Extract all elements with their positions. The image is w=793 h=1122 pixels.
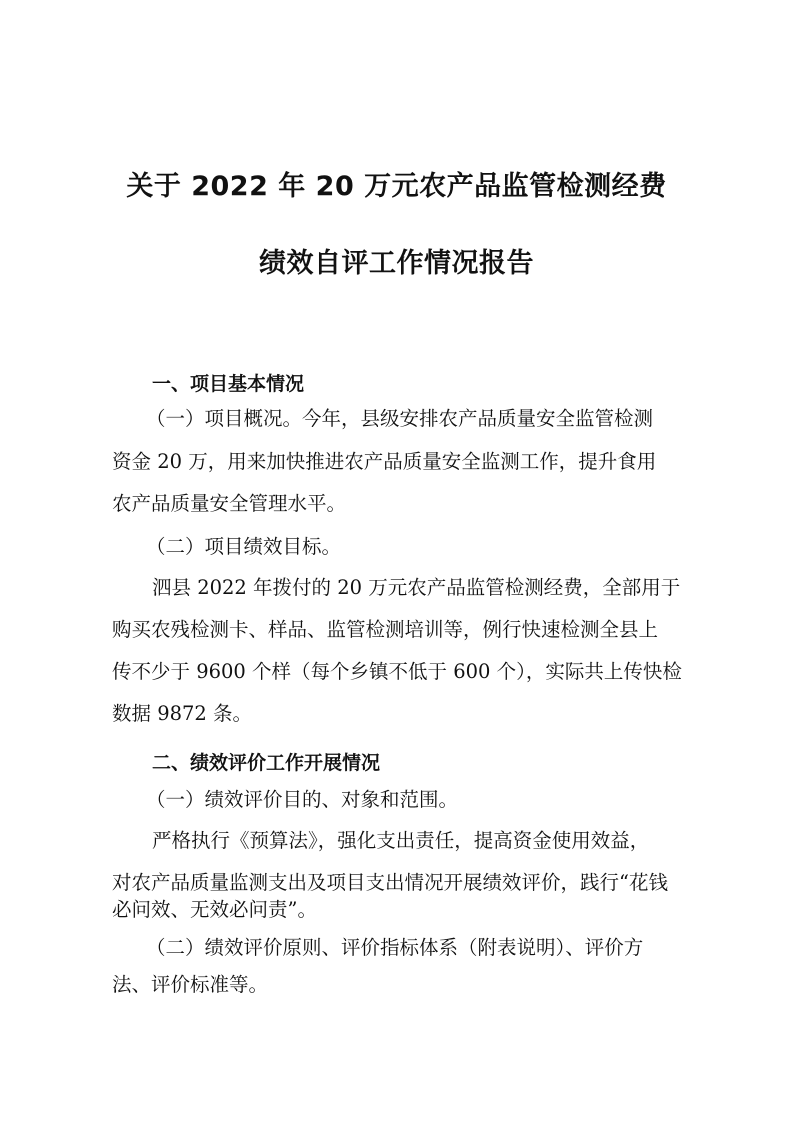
paragraph-line: （二）绩效评价原则、评价指标体系（附表说明）、评价方 [146, 936, 644, 959]
section-2-sub-1-heading: （一）绩效评价目的、对象和范围。 [146, 788, 459, 811]
paragraph-line: 泗县 2022 年拨付的 20 万元农产品监管检测经费，全部用于 [152, 576, 681, 599]
paragraph-line: （一）项目概况。今年，县级安排农产品质量安全监管检测 [146, 407, 654, 430]
section-1-heading: 一、项目基本情况 [152, 373, 305, 395]
paragraph-line: 对农产品质量监测支出及项目支出情况开展绩效评价，践行“花钱 [112, 871, 668, 894]
paragraph-line: 农产品质量安全管理水平。 [112, 492, 347, 515]
paragraph-line: 资金 20 万，用来加快推进农产品质量安全监测工作，提升食用 [112, 450, 657, 473]
paragraph-line: 严格执行《预算法》，强化支出责任，提高资金使用效益， [152, 829, 650, 852]
paragraph-line: 法、评价标准等。 [112, 973, 269, 996]
paragraph-line: 数据 9872 条。 [112, 702, 253, 725]
paragraph-line: 必问效、无效必问责”。 [112, 898, 317, 921]
paragraph-line: 购买农残检测卡、样品、监管检测培训等，例行快速检测全县上 [112, 618, 659, 641]
section-1-sub-2-heading: （二）项目绩效目标。 [146, 535, 342, 558]
section-2-heading: 二、绩效评价工作开展情况 [152, 752, 381, 774]
document-title-line-2: 绩效自评工作情况报告 [259, 248, 534, 279]
paragraph-line: 传不少于 9600 个样（每个乡镇不低于 600 个），实际共上传快检 [112, 660, 682, 683]
document-title-line-1: 关于 2022 年 20 万元农产品监管检测经费 [126, 171, 667, 202]
